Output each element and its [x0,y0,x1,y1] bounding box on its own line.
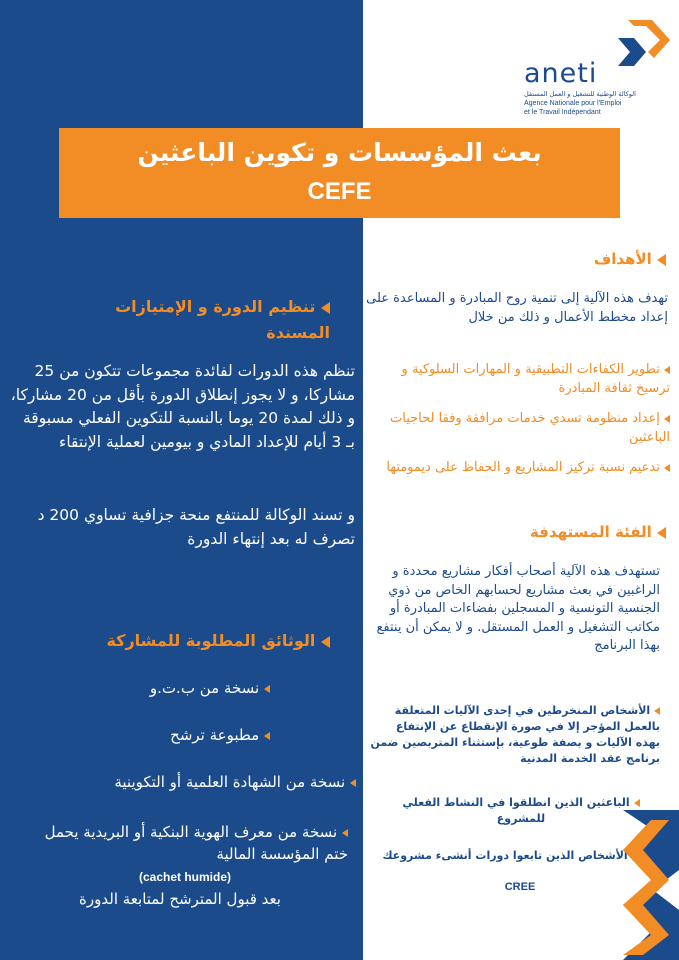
title-banner [59,128,620,218]
arrow-icon [350,779,356,787]
page-subtitle: CEFE [307,178,372,205]
document-item-2: مطبوعة ترشح [60,724,270,746]
arrow-icon [664,366,670,374]
arrow-icon [657,254,666,266]
arrow-icon [321,302,330,314]
logo-wordmark: aneti [524,58,598,89]
objective-item-2: إعداد منظومة تسدي خدمات مرافقة وفقا لحاجيات الباعثين [390,411,670,445]
aneti-mark-icon [614,18,670,90]
arrow-icon [634,799,640,807]
target-heading: الفئة المستهدفة [440,523,666,541]
organization-grant: و تسند الوكالة للمنتفع منحة جزافية تساوي 200 د تصرف له بعد إنتهاء الدورة [37,506,355,548]
objective-item-3: تدعيم نسبة تركيز المشاريع و الحفاظ على ديمومتها [380,458,670,477]
objectives-heading: الأهداف [470,250,666,268]
arrow-icon [264,732,270,740]
exclusion-item-1: الأشخاص المنخرطين في إحدى الآليات المتعلقة بالعمل المؤجر إلا في صورة الإنقطاع عن الإنتفاع بهذه الآليات و بصفة طوعية، بإستثناء المتربصين ضمن برنامج عقد الخدمة المدنية [370,704,660,765]
objectives-intro: تهدف هذه الآلية إلى تنمية روح المبادرة و المساعدة على إعداد مخطط الأعمال و ذلك من خلال [366,291,668,325]
target-intro: تستهدف هذه الآلية أصحاب أفكار مشاريع محددة و الراغبين في بعث مشاريع لحسابهم الخاص من ذوي الجنسية التونسية و المسجلين بفضاءات المبادرة أو مكاتب التشغيل و العمل المستقل. و لا يمكن أن ينتفع بهذا البرنامج [376,564,660,653]
organization-heading: تنظيم الدورة و الإمتيازات المسندة [115,297,330,342]
arrow-icon [654,707,660,715]
arrow-icon [321,636,330,648]
exclusion-item-2: الباعثين الذين انطلقوا في النشاط الفعلي للمشروع [390,795,652,827]
documents-after-note: بعد قبول المترشح لمتابعة الدورة [79,890,281,908]
documents-heading: الوثائق المطلوبة للمشاركة [30,628,330,654]
document-item-3: نسخة من الشهادة العلمية أو التكوينية [8,771,356,793]
cree-label: CREE [504,881,536,893]
cachet-note: (cachet humide) [138,870,231,884]
document-item-1: نسخة من ب.ت.و [60,677,270,699]
arrow-icon [264,685,270,693]
exclusion-item-3: الأشخاص الذين تابعوا دورات أنشىء مشروعك [380,848,640,864]
aneti-logo [520,14,670,124]
logo-arabic-name: الوكالة الوطنية للتشغيل و العمل المستقل [524,90,636,98]
decorative-chevrons-icon [583,810,679,960]
arrow-icon [657,527,666,539]
objective-item-1: تطوير الكفاءات التطبيقية و المهارات السلوكية و ترسيخ ثقافة المبادرة [401,362,670,396]
logo-french-line-2: et le Travail Indépendant [524,109,601,116]
arrow-icon [664,464,670,472]
page-title: بعث المؤسسات و تكوين الباعثين [137,138,542,167]
arrow-icon [342,829,348,837]
document-item-4: نسخة من معرف الهوية البنكية أو البريدية يحمل ختم المؤسسة المالية [44,823,348,863]
arrow-icon [664,415,670,423]
organization-body: تنظم هذه الدورات لفائدة مجموعات تتكون من 25 مشاركا، و لا يجوز إنطلاق الدورة بأقل من 20 مشاركا، و ذلك لمدة 20 يوما بالنسبة للتكوين الفعلي مسبوقة بـ 3 أيام للإعداد المادي و بيومين لعملية الإنتقاء [10,362,355,451]
logo-french-line-1: Agence Nationale pour l'Emploi [524,100,622,107]
